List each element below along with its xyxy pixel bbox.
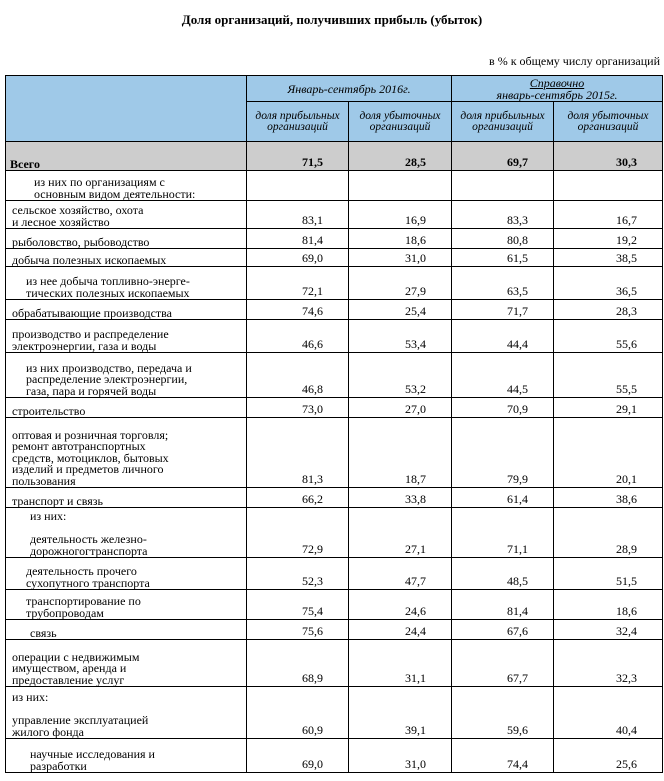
row-label: транспорт и связь [6,488,247,508]
row-value: 18,7 [349,418,452,488]
row-label: производство и распределение электроэнергии, газа и воды [6,320,247,353]
header-col-profit-2016: доля прибыльных организаций [247,102,349,142]
row-value: 80,8 [452,229,554,249]
row-value: 31,0 [349,249,452,267]
row-value: 74,4 [452,739,554,773]
row-value: 40,4 [554,687,663,739]
row-value: 68,9 [247,640,349,687]
table-row [6,229,663,249]
row-value: 81,3 [247,418,349,488]
row-label: из них: управление эксплуатацией жилого фонда [6,687,247,739]
row-value: 63,5 [452,267,554,300]
table-row-total [6,142,663,171]
row-value: 44,5 [452,353,554,398]
row-value: 75,6 [247,620,349,640]
row-value: 67,6 [452,620,554,640]
table-row [6,398,663,418]
row-value: 70,9 [452,398,554,418]
table-row [6,739,663,773]
header-period-current: Январь-сентябрь 2016г. [247,76,452,102]
row-value: 38,6 [554,488,663,508]
row-label: обрабатывающие производства [6,300,247,320]
header-col-profit-2015: доля прибыльных организаций [452,102,554,142]
row-value: 46,6 [247,320,349,353]
row-value: 24,4 [349,620,452,640]
row-label: операции с недвижимым имуществом, аренда и предоставление услуг [6,640,247,687]
row-value: 27,1 [349,508,452,558]
row-label: связь [6,620,247,640]
row-value: 38,5 [554,249,663,267]
row-value: 18,6 [554,590,663,620]
row-value: 19,2 [554,229,663,249]
row-label: рыболовство, рыбоводство [6,229,247,249]
row-value: 18,6 [349,229,452,249]
row-value: 27,9 [349,267,452,300]
row-label: сельское хозяйство, охота и лесное хозяйство [6,201,247,229]
row-value: 59,6 [452,687,554,739]
row-value: 25,4 [349,300,452,320]
profit-share-table [5,75,663,773]
row-value: 32,3 [554,640,663,687]
header-col-loss-2016: доля убыточных организаций [349,102,452,142]
row-value: 46,8 [247,353,349,398]
row-value: 69,0 [247,249,349,267]
row-value: 24,6 [349,590,452,620]
row-value: 25,6 [554,739,663,773]
header-reference-period: январь-сентябрь 2015г. [496,87,618,102]
row-label: деятельность прочего сухопутного транспорта [6,558,247,590]
table-row [6,353,663,398]
row-value [247,171,349,201]
row-value [554,171,663,201]
total-value: 30,3 [554,142,663,171]
header-corner [6,76,247,142]
row-value: 39,1 [349,687,452,739]
row-value: 71,7 [452,300,554,320]
row-value: 48,5 [452,558,554,590]
row-label: оптовая и розничная торговля; ремонт автотранспортных средств, мотоциклов, бытовых изделий и предметов личного пользования [6,418,247,488]
table-row [6,558,663,590]
row-value: 33,8 [349,488,452,508]
row-label: из них по организациям с основным видом деятельности: [6,171,247,201]
row-value: 72,9 [247,508,349,558]
row-value [452,171,554,201]
table-row [6,620,663,640]
total-value: 71,5 [247,142,349,171]
row-value: 28,9 [554,508,663,558]
row-label: транспортирование по трубопроводам [6,590,247,620]
row-value: 79,9 [452,418,554,488]
row-value: 52,3 [247,558,349,590]
row-label: из нее добыча топливно-энерге- тических полезных ископаемых [6,267,247,300]
table-row [6,687,663,739]
row-value: 81,4 [452,590,554,620]
row-label: научные исследования и разработки [6,739,247,773]
row-value: 51,5 [554,558,663,590]
header-period-reference [452,76,663,102]
page-title: Доля организаций, получивших прибыль (убыток) [181,12,483,27]
row-value: 53,4 [349,320,452,353]
table-row [6,171,663,201]
row-value: 72,1 [247,267,349,300]
row-value: 20,1 [554,418,663,488]
row-value: 53,2 [349,353,452,398]
row-value: 16,7 [554,201,663,229]
table-row [6,300,663,320]
table-row [6,418,663,488]
row-value: 61,4 [452,488,554,508]
table-row [6,488,663,508]
row-value: 31,0 [349,739,452,773]
units-note: в % к общему числу организаций [489,54,660,68]
row-value: 83,3 [452,201,554,229]
row-value: 71,1 [452,508,554,558]
row-value: 44,4 [452,320,554,353]
row-value: 81,4 [247,229,349,249]
total-value: 69,7 [452,142,554,171]
row-value: 27,0 [349,398,452,418]
table-row [6,508,663,558]
row-value: 74,6 [247,300,349,320]
row-value: 75,4 [247,590,349,620]
row-value: 83,1 [247,201,349,229]
row-value: 16,9 [349,201,452,229]
total-value: 28,5 [349,142,452,171]
row-value: 73,0 [247,398,349,418]
row-value [349,171,452,201]
table-row [6,640,663,687]
row-value: 47,7 [349,558,452,590]
row-value: 32,4 [554,620,663,640]
table-row [6,201,663,229]
row-label: из них производство, передача и распределение электроэнергии, газа, пара и горячей воды [6,353,247,398]
table-row [6,249,663,267]
table-row [6,267,663,300]
table-row [6,320,663,353]
row-value: 29,1 [554,398,663,418]
row-value: 55,5 [554,353,663,398]
header-reference-label: Справочно [529,75,585,90]
row-value: 60,9 [247,687,349,739]
row-value: 28,3 [554,300,663,320]
header-col-loss-2015: доля убыточных организаций [554,102,663,142]
row-value: 66,2 [247,488,349,508]
total-label: Всего [6,142,247,171]
row-label: добыча полезных ископаемых [6,249,247,267]
row-label: из них: деятельность железно- дорожногогтранспорта [6,508,247,558]
row-label: строительство [6,398,247,418]
row-value: 31,1 [349,640,452,687]
row-value: 61,5 [452,249,554,267]
table-row [6,590,663,620]
row-value: 67,7 [452,640,554,687]
row-value: 69,0 [247,739,349,773]
row-value: 55,6 [554,320,663,353]
row-value: 36,5 [554,267,663,300]
